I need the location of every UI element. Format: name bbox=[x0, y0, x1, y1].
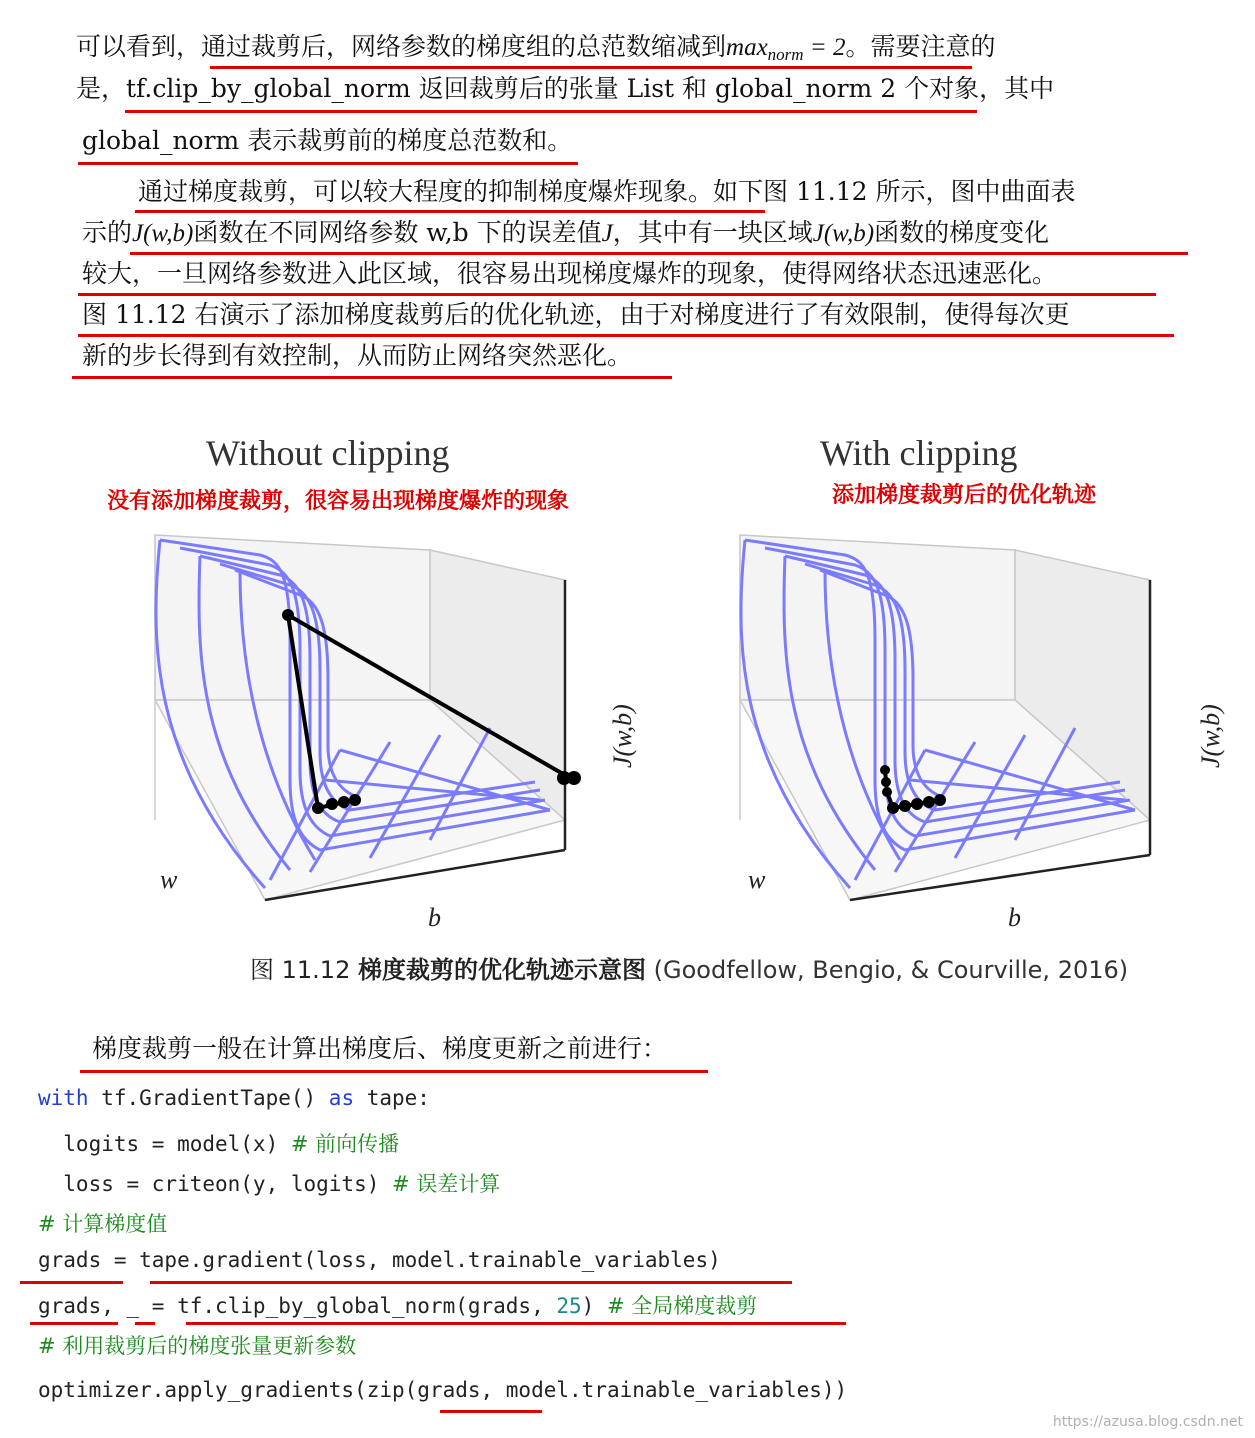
para1-line2: 是，tf.clip_by_global_norm 返回裁剪后的张量 List 和 global_norm 2 个对象，其中 bbox=[76, 74, 1055, 103]
watermark: https://azusa.blog.csdn.net bbox=[1052, 1414, 1243, 1430]
underline bbox=[130, 252, 1188, 255]
right-axis-j: J(w,b) bbox=[1196, 704, 1225, 768]
para2-line4: 图 11.12 右演示了添加梯度裁剪后的优化轨迹，由于对梯度进行了有效限制，使得每次更 bbox=[82, 300, 1070, 329]
underline bbox=[78, 162, 578, 165]
code-line-2: logits = model(x) # 前向传播 bbox=[38, 1132, 400, 1156]
underline bbox=[20, 1281, 123, 1284]
para1-line3: global_norm 表示裁剪前的梯度总范数和。 bbox=[82, 126, 573, 155]
para1-line1-end: 。需要注意的 bbox=[845, 32, 996, 61]
left-axis-j: J(w,b) bbox=[608, 704, 637, 768]
left-plot-annotation: 没有添加梯度裁剪，很容易出现梯度爆炸的现象 bbox=[107, 488, 570, 514]
code-line-1: with tf.GradientTape() as tape: bbox=[38, 1086, 430, 1110]
code-line-6: grads, _ = tf.clip_by_global_norm(grads, 25) # 全局梯度裁剪 bbox=[38, 1294, 758, 1318]
right-plot-surface bbox=[725, 520, 1185, 920]
underline bbox=[72, 376, 672, 379]
right-plot-box bbox=[740, 535, 1150, 900]
right-plot-annotation: 添加梯度裁剪后的优化轨迹 bbox=[832, 482, 1097, 508]
para2-line1: 通过梯度裁剪，可以较大程度的抑制梯度爆炸现象。如下图 11.12 所示，图中曲面表 bbox=[138, 177, 1076, 206]
underline bbox=[150, 1281, 792, 1284]
underline bbox=[186, 1322, 846, 1325]
underline bbox=[135, 210, 765, 213]
underline bbox=[80, 1070, 708, 1073]
code-line-8: optimizer.apply_gradients(zip(grads, model.trainable_variables)) bbox=[38, 1378, 848, 1402]
code-line-7: # 利用裁剪后的梯度张量更新参数 bbox=[38, 1334, 357, 1358]
para1-line1-text: 可以看到，通过裁剪后，网络参数的梯度组的总范数缩减到 bbox=[76, 32, 727, 61]
caption-text: 梯度裁剪的优化轨迹示意图 bbox=[357, 956, 646, 984]
caption-citation: (Goodfellow, Bengio, & Courville, 2016) bbox=[653, 956, 1129, 984]
left-axis-b: b bbox=[428, 903, 441, 932]
left-plot-surface bbox=[140, 520, 600, 920]
right-axis-b: b bbox=[1008, 903, 1021, 932]
underline bbox=[30, 1322, 118, 1325]
left-plot-title: Without clipping bbox=[206, 433, 450, 473]
left-axis-w: w bbox=[160, 865, 178, 894]
para2-line5: 新的步长得到有效控制，从而防止网络突然恶化。 bbox=[82, 341, 633, 370]
underline bbox=[78, 334, 1174, 337]
math-j: J bbox=[601, 220, 613, 247]
underline bbox=[210, 66, 972, 69]
underline bbox=[440, 1410, 542, 1413]
math-max-norm: $\max_{norm} = 2$ bbox=[726, 34, 846, 64]
underline bbox=[125, 110, 977, 113]
code-line-4: # 计算梯度值 bbox=[38, 1212, 168, 1236]
right-plot-title: With clipping bbox=[820, 433, 1018, 473]
math-j-wb-2: J(w,b) bbox=[812, 220, 875, 247]
right-axis-w: w bbox=[748, 865, 766, 894]
caption-number: 图 11.12 bbox=[250, 956, 351, 984]
para2-line3: 较大，一旦网络参数进入此区域，很容易出现梯度爆炸的现象，使得网络状态迅速恶化。 bbox=[82, 259, 1058, 288]
code-line-5: grads = tape.gradient(loss, model.trainable_variables) bbox=[38, 1248, 721, 1272]
underline bbox=[78, 293, 1156, 296]
left-plot-box bbox=[155, 535, 565, 900]
underline bbox=[135, 1322, 155, 1325]
para3: 梯度裁剪一般在计算出梯度后、梯度更新之前进行： bbox=[92, 1034, 668, 1063]
code-line-3: loss = criteon(y, logits) # 误差计算 bbox=[38, 1172, 501, 1196]
para2-line2: 示的J(w,b)函数在不同网络参数 w,b 下的误差值J，其中有一块区域J(w,b)函数的梯度变化 bbox=[82, 218, 1050, 247]
math-j-wb: J(w,b) bbox=[132, 220, 194, 247]
figure-caption bbox=[250, 950, 1128, 985]
